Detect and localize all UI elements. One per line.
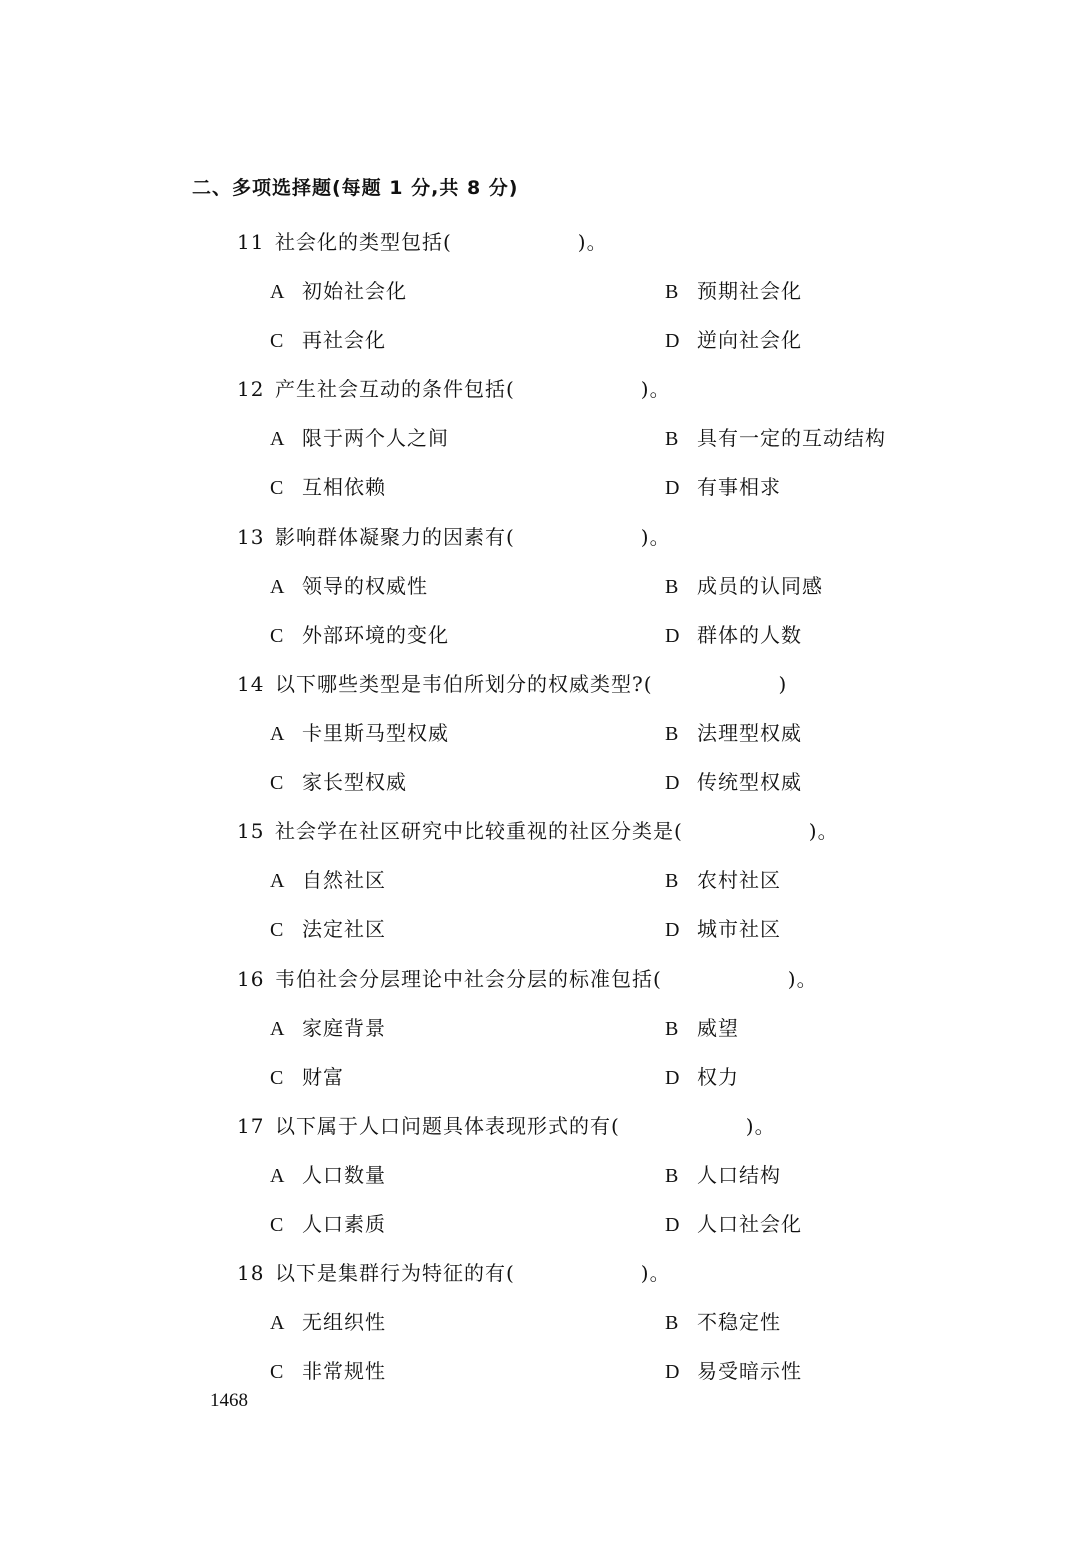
option-d <box>665 619 802 648</box>
question-text: 以下是集群行为特征的有( )。 <box>275 1261 671 1286</box>
option-d <box>665 324 802 353</box>
option-a <box>270 717 449 746</box>
option-letter: B <box>665 1164 680 1187</box>
option-d <box>665 1208 802 1237</box>
option-b <box>665 717 802 746</box>
option-text: 限于两个人之间 <box>302 426 449 451</box>
option-letter: C <box>270 624 285 647</box>
question-number: 17 <box>237 1113 265 1138</box>
option-letter: C <box>270 1213 285 1236</box>
option-text: 易受暗示性 <box>697 1359 802 1384</box>
option-letter: A <box>270 281 286 303</box>
question-stem <box>237 521 671 550</box>
option-text: 人口社会化 <box>697 1211 802 1236</box>
option-text: 自然社区 <box>302 868 386 893</box>
option-letter: A <box>270 870 286 893</box>
option-letter: B <box>665 1017 680 1040</box>
question-number: 14 <box>237 671 265 696</box>
option-text: 互相依赖 <box>302 475 386 500</box>
option-text: 人口素质 <box>302 1211 386 1236</box>
option-a <box>270 422 449 451</box>
option-a <box>270 1306 386 1335</box>
option-text: 再社会化 <box>302 328 386 352</box>
option-text: 初始社会化 <box>302 279 407 303</box>
question-stem <box>237 373 671 402</box>
option-c <box>270 1355 386 1384</box>
option-letter: B <box>665 722 680 745</box>
option-text: 人口数量 <box>302 1162 386 1187</box>
question-stem <box>237 1257 671 1286</box>
option-text: 卡里斯马型权威 <box>302 720 449 745</box>
option-b <box>665 1306 781 1335</box>
option-letter: D <box>665 1361 681 1384</box>
option-c <box>270 1208 386 1237</box>
option-text: 权力 <box>697 1064 739 1089</box>
option-c <box>270 913 386 942</box>
question-stem <box>237 815 839 844</box>
option-b <box>665 1159 781 1188</box>
option-text: 成员的认同感 <box>697 573 823 598</box>
option-d <box>665 1355 802 1384</box>
option-text: 家庭背景 <box>302 1015 386 1040</box>
question-number: 13 <box>237 524 265 549</box>
option-a <box>270 864 386 893</box>
option-text: 预期社会化 <box>697 279 802 303</box>
question-text: 产生社会互动的条件包括( )。 <box>275 377 671 402</box>
option-letter: C <box>270 330 285 352</box>
option-c <box>270 471 386 500</box>
option-letter: A <box>270 428 286 451</box>
option-text: 外部环境的变化 <box>302 622 449 647</box>
question-text: 以下哪些类型是韦伯所划分的权威类型?( ) <box>275 671 788 696</box>
option-b <box>665 1012 739 1041</box>
option-text: 农村社区 <box>697 868 781 893</box>
option-letter: A <box>270 1017 286 1040</box>
page-number: 1468 <box>210 1390 248 1411</box>
option-b <box>665 864 781 893</box>
question-stem <box>237 226 608 255</box>
option-letter: B <box>665 281 680 303</box>
option-letter: D <box>665 624 681 647</box>
option-c <box>270 1061 344 1090</box>
option-text: 人口结构 <box>697 1162 781 1187</box>
option-d <box>665 766 802 795</box>
option-text: 领导的权威性 <box>302 573 428 598</box>
option-d <box>665 913 781 942</box>
option-letter: A <box>270 1312 286 1335</box>
option-letter: A <box>270 1164 286 1187</box>
option-d <box>665 1061 739 1090</box>
option-text: 具有一定的互动结构 <box>697 426 886 451</box>
question-number: 11 <box>237 230 265 254</box>
option-text: 有事相求 <box>697 475 781 500</box>
option-d <box>665 471 781 500</box>
question-number: 16 <box>237 966 265 991</box>
option-letter: D <box>665 477 681 500</box>
option-text: 群体的人数 <box>697 622 802 647</box>
option-b <box>665 422 886 451</box>
question-text: 影响群体凝聚力的因素有( )。 <box>275 524 671 549</box>
option-text: 非常规性 <box>302 1359 386 1384</box>
option-letter: D <box>665 1066 681 1089</box>
option-c <box>270 324 386 353</box>
question-text: 社会学在社区研究中比较重视的社区分类是( )。 <box>275 819 839 844</box>
option-letter: C <box>270 771 285 794</box>
option-text: 逆向社会化 <box>697 328 802 352</box>
question-number: 18 <box>237 1261 265 1286</box>
option-a <box>270 1012 386 1041</box>
question-stem <box>237 668 787 697</box>
option-b <box>665 275 802 304</box>
option-c <box>270 766 407 795</box>
option-b <box>665 570 823 599</box>
option-text: 财富 <box>302 1064 344 1089</box>
question-number: 15 <box>237 819 265 844</box>
option-letter: C <box>270 919 285 942</box>
option-letter: C <box>270 477 285 500</box>
option-text: 法定社区 <box>302 917 386 942</box>
option-text: 法理型权威 <box>697 720 802 745</box>
option-letter: D <box>665 330 681 352</box>
question-stem <box>237 1110 776 1139</box>
option-letter: C <box>270 1066 285 1089</box>
question-text: 韦伯社会分层理论中社会分层的标准包括( )。 <box>275 966 818 991</box>
option-letter: B <box>665 1312 680 1335</box>
option-a <box>270 275 407 304</box>
question-text: 社会化的类型包括( )。 <box>275 230 608 254</box>
option-letter: D <box>665 1213 681 1236</box>
option-letter: D <box>665 919 681 942</box>
option-text: 城市社区 <box>697 917 781 942</box>
option-text: 不稳定性 <box>697 1310 781 1335</box>
question-stem <box>237 963 818 992</box>
option-text: 无组织性 <box>302 1310 386 1335</box>
section-title: 二、多项选择题(每题 1 分,共 8 分) <box>192 177 519 199</box>
option-text: 威望 <box>697 1015 739 1040</box>
question-text: 以下属于人口问题具体表现形式的有( )。 <box>275 1113 776 1138</box>
option-letter: B <box>665 575 680 598</box>
question-number: 12 <box>237 377 265 402</box>
option-letter: B <box>665 428 680 451</box>
option-letter: B <box>665 870 680 893</box>
option-a <box>270 1159 386 1188</box>
option-c <box>270 619 449 648</box>
option-text: 传统型权威 <box>697 769 802 794</box>
option-text: 家长型权威 <box>302 769 407 794</box>
option-a <box>270 570 428 599</box>
option-letter: A <box>270 722 286 745</box>
option-letter: C <box>270 1361 285 1384</box>
option-letter: A <box>270 575 286 598</box>
option-letter: D <box>665 771 681 794</box>
